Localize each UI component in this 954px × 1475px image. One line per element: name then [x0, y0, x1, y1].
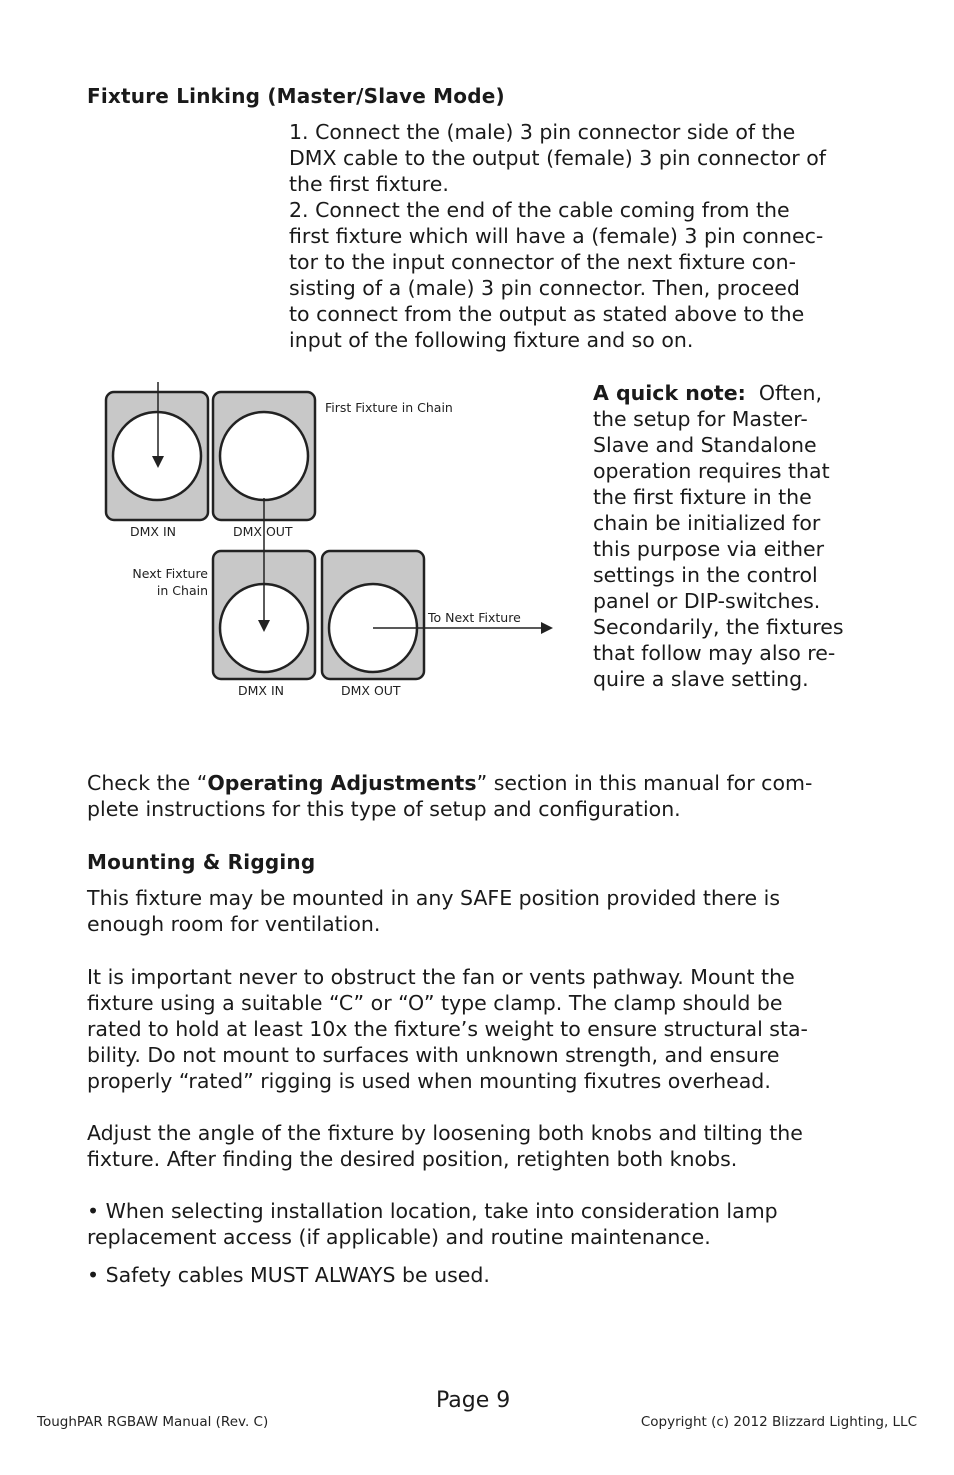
check-line-2: plete instructions for this type of setup and configuration. [87, 797, 681, 821]
section-heading-fixture-linking: Fixture Linking (Master/Slave Mode) [87, 84, 505, 108]
quick-note-label: A quick note: [593, 381, 746, 405]
dmx-chain-diagram [95, 378, 565, 704]
quick-note-first-line [593, 380, 844, 406]
para-line: fixture. After finding the desired position, retighten both knobs. [87, 1147, 738, 1171]
quick-note-line: that follow may also re- [593, 641, 836, 665]
bullet-item-installation [87, 1198, 778, 1250]
quick-note-line: quire a slave setting. [593, 667, 809, 691]
footer-copyright: Copyright (c) 2012 Blizzard Lighting, LLC [640, 1414, 917, 1430]
steps-line: first fixture which will have a (female) 3 pin connec- [289, 224, 824, 248]
check-suffix: ” section in this manual for com- [476, 771, 813, 795]
quick-note [593, 380, 844, 692]
para-line: It is important never to obstruct the fan or vents pathway. Mount the [87, 965, 795, 989]
to-next-fixture-label: To Next Fixture [428, 610, 521, 625]
steps-line: 2. Connect the end of the cable coming from the [289, 198, 790, 222]
para-line: enough room for ventilation. [87, 912, 381, 936]
quick-note-line: settings in the control [593, 563, 818, 587]
steps-line: input of the following fixture and so on. [289, 328, 694, 352]
steps-line: tor to the input connector of the next fixture con- [289, 250, 796, 274]
quick-note-line: the first fixture in the [593, 485, 812, 509]
check-prefix: Check the “ [87, 771, 208, 795]
steps-line: sisting of a (male) 3 pin connector. Then, proceed [289, 276, 800, 300]
section-heading-mounting: Mounting & Rigging [87, 850, 316, 874]
para-line: This fixture may be mounted in any SAFE position provided there is [87, 886, 781, 910]
operating-adjustments-ref: Operating Adjustments [207, 771, 477, 795]
mounting-para-2 [87, 964, 808, 1094]
para-line: properly “rated” rigging is used when mounting fixutres overhead. [87, 1069, 771, 1093]
dmx-out-label-bottom: DMX OUT [341, 683, 401, 698]
page-number: Page 9 [436, 1388, 511, 1413]
dmx-out-label-top: DMX OUT [233, 524, 293, 539]
mounting-para-1 [87, 885, 780, 937]
check-line-1 [87, 770, 812, 796]
bullet-item-safety-cables [87, 1262, 490, 1288]
quick-note-first-line-rest: Often, [745, 381, 822, 405]
para-line: Adjust the angle of the fixture by loosening both knobs and tilting the [87, 1121, 803, 1145]
quick-note-line: chain be initialized for [593, 511, 821, 535]
check-paragraph [87, 770, 812, 822]
quick-note-line: the setup for Master- [593, 407, 808, 431]
linking-steps [289, 119, 826, 353]
para-line: bility. Do not mount to surfaces with unknown strength, and ensure [87, 1043, 780, 1067]
dmx-in-label-top: DMX IN [130, 524, 176, 539]
next-fixture-label-line1: Next Fixture [132, 566, 208, 581]
footer-manual-title: ToughPAR RGBAW Manual (Rev. C) [37, 1414, 269, 1430]
steps-line: to connect from the output as stated above to the [289, 302, 805, 326]
next-fixture-dmx-out-box [322, 551, 424, 679]
first-fixture-label: First Fixture in Chain [325, 400, 453, 415]
dmx-in-label-bottom: DMX IN [238, 683, 284, 698]
bullet-line: replacement access (if applicable) and routine maintenance. [87, 1225, 711, 1249]
quick-note-line: operation requires that [593, 459, 830, 483]
quick-note-line: this purpose via either [593, 537, 825, 561]
bullet-line: • When selecting installation location, take into consideration lamp [87, 1199, 778, 1223]
steps-line: DMX cable to the output (female) 3 pin connector of [289, 146, 827, 170]
bullet-line: • Safety cables MUST ALWAYS be used. [87, 1263, 490, 1287]
mounting-para-3 [87, 1120, 803, 1172]
quick-note-line: Slave and Standalone [593, 433, 817, 457]
quick-note-line: panel or DIP-switches. [593, 589, 821, 613]
steps-line: the first fixture. [289, 172, 449, 196]
para-line: rated to hold at least 10x the fixture’s weight to ensure structural sta- [87, 1017, 808, 1041]
quick-note-line: Secondarily, the fixtures [593, 615, 844, 639]
steps-line: 1. Connect the (male) 3 pin connector side of the [289, 120, 796, 144]
para-line: fixture using a suitable “C” or “O” type clamp. The clamp should be [87, 991, 783, 1015]
next-fixture-label-line2: in Chain [156, 583, 208, 598]
first-fixture-dmx-in-box [106, 392, 208, 520]
